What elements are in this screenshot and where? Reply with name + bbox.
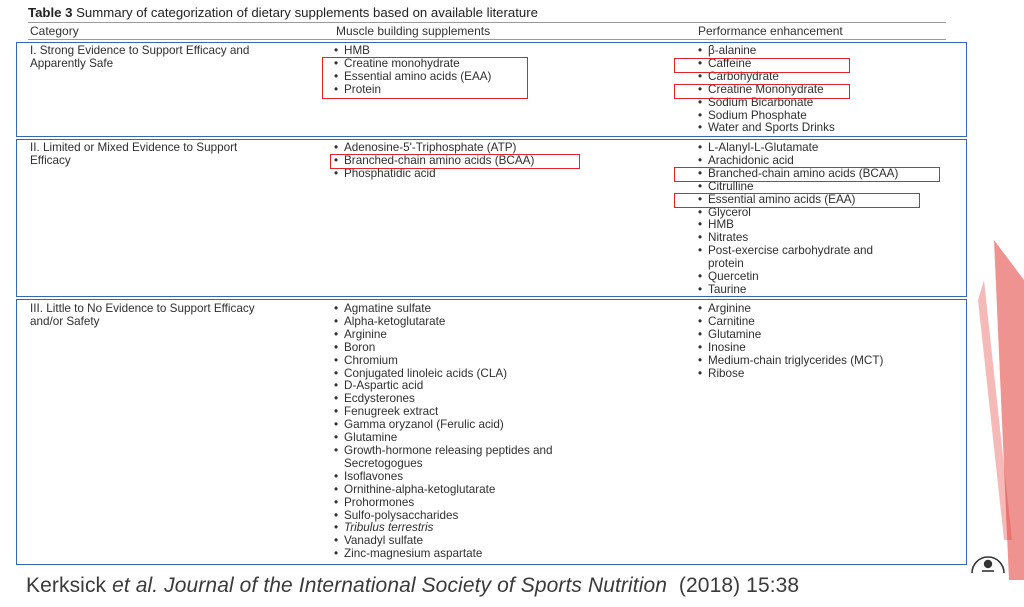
list-item: • Agmatine sulfate [332, 303, 553, 316]
list-item: • Medium-chain triglycerides (MCT) [696, 355, 883, 368]
list-item: • Caffeine [696, 58, 835, 71]
list-item: • L-Alanyl-L-Glutamate [696, 142, 898, 155]
category-line: I. Strong Evidence to Support Efficacy and [30, 44, 250, 57]
muscle-list-3 [332, 303, 553, 561]
list-item: • Prohormones [332, 497, 553, 510]
list-item: • Creatine monohydrate [332, 58, 491, 71]
category-line: III. Little to No Evidence to Support Efficacy [30, 302, 255, 315]
list-item: • Ribose [696, 368, 883, 381]
list-item: • Protein [332, 84, 491, 97]
category-1 [30, 45, 249, 71]
table-title [28, 5, 538, 20]
list-item: • β-alanine [696, 45, 835, 58]
category-line: Efficacy [30, 153, 71, 167]
citation-journal: Journal of the International Society of Sports Nutrition [164, 574, 668, 597]
list-item: • Chromium [332, 355, 553, 368]
list-item: • Arginine [332, 329, 553, 342]
list-item: • Branched-chain amino acids (BCAA) [696, 168, 898, 181]
list-item: • Arachidonic acid [696, 155, 898, 168]
list-item: • Carbohydrate [696, 71, 835, 84]
citation [26, 574, 799, 598]
list-item: • Creatine Monohydrate [696, 84, 835, 97]
category-line: Apparently Safe [30, 56, 114, 70]
list-item: • Sulfo-polysaccharides [332, 510, 553, 523]
highlight-box-creatine-eaa-protein [322, 57, 528, 99]
list-item: • Branched-chain amino acids (BCAA) [332, 155, 534, 168]
table-caption: Summary of categorization of dietary supplements based on available literature [76, 5, 538, 20]
highlight-box-eaa-performance [674, 193, 920, 208]
list-item-continuation: protein [708, 257, 744, 271]
list-item: • Essential amino acids (EAA) [696, 194, 898, 207]
header-muscle: Muscle building supplements [336, 24, 491, 38]
list-item: • Nitrates [696, 232, 898, 245]
top-rule [28, 22, 946, 23]
list-item: • Taurine [696, 284, 898, 297]
header-performance: Performance enhancement [698, 24, 843, 38]
list-item: • Growth-hormone releasing peptides and [332, 445, 553, 458]
list-item: • Zinc-magnesium aspartate [332, 548, 553, 561]
citation-year: (2018) 15:38 [678, 574, 800, 597]
list-item: • Essential amino acids (EAA) [332, 71, 491, 84]
highlight-box-caffeine [674, 58, 850, 73]
list-item: • Glycerol [696, 207, 898, 220]
list-item: • Citrulline [696, 181, 898, 194]
list-item: • Post-exercise carbohydrate and [696, 245, 898, 258]
list-item: • HMB [696, 219, 898, 232]
publisher-logo [968, 553, 1008, 575]
header-category: Category [30, 24, 79, 38]
list-item: • Glutamine [696, 329, 883, 342]
highlight-box-bcaa-muscle [330, 154, 580, 169]
category-2 [30, 142, 237, 168]
list-item: • Water and Sports Drinks [696, 122, 835, 135]
list-item: • Vanadyl sulfate [332, 535, 553, 548]
performance-list-2 [696, 142, 898, 297]
list-item: • Sodium Bicarbonate [696, 97, 835, 110]
citation-authors: Kerksick [26, 574, 107, 597]
list-item: • Alpha-ketoglutarate [332, 316, 553, 329]
list-item: • HMB [332, 45, 491, 58]
list-item: • Gamma oryzanol (Ferulic acid) [332, 419, 553, 432]
list-item: • Ornithine-alpha-ketoglutarate [332, 484, 553, 497]
highlight-box-creatine-monohydrate [674, 84, 850, 99]
list-item: • Arginine [696, 303, 883, 316]
list-item: • Isoflavones [332, 471, 553, 484]
list-item: • Conjugated linoleic acids (CLA) [332, 368, 553, 381]
list-item: • Carnitine [696, 316, 883, 329]
list-item: • Glutamine [332, 432, 553, 445]
list-item: • Boron [332, 342, 553, 355]
header-rule [28, 39, 946, 40]
citation-etal: et al. [112, 574, 159, 597]
category-line: II. Limited or Mixed Evidence to Support [30, 141, 238, 154]
list-item: • Fenugreek extract [332, 406, 553, 419]
list-item-continuation: Secretogogues [344, 456, 423, 470]
category-3 [30, 303, 255, 329]
highlight-box-bcaa-performance [674, 167, 940, 182]
italic-text: Tribulus terrestris [344, 521, 434, 535]
watermark-stroke [954, 240, 1024, 580]
list-item: • Quercetin [696, 271, 898, 284]
list-item: • Phosphatidic acid [332, 168, 534, 181]
table-label: Table 3 [28, 5, 73, 20]
list-item: • D-Aspartic acid [332, 380, 553, 393]
category-line: and/or Safety [30, 314, 100, 328]
performance-list-3 [696, 303, 883, 380]
list-item: • Sodium Phosphate [696, 110, 835, 123]
list-item: • Ecdysterones [332, 393, 553, 406]
list-item: • Adenosine-5'-Triphosphate (ATP) [332, 142, 534, 155]
list-item: • Inosine [696, 342, 883, 355]
